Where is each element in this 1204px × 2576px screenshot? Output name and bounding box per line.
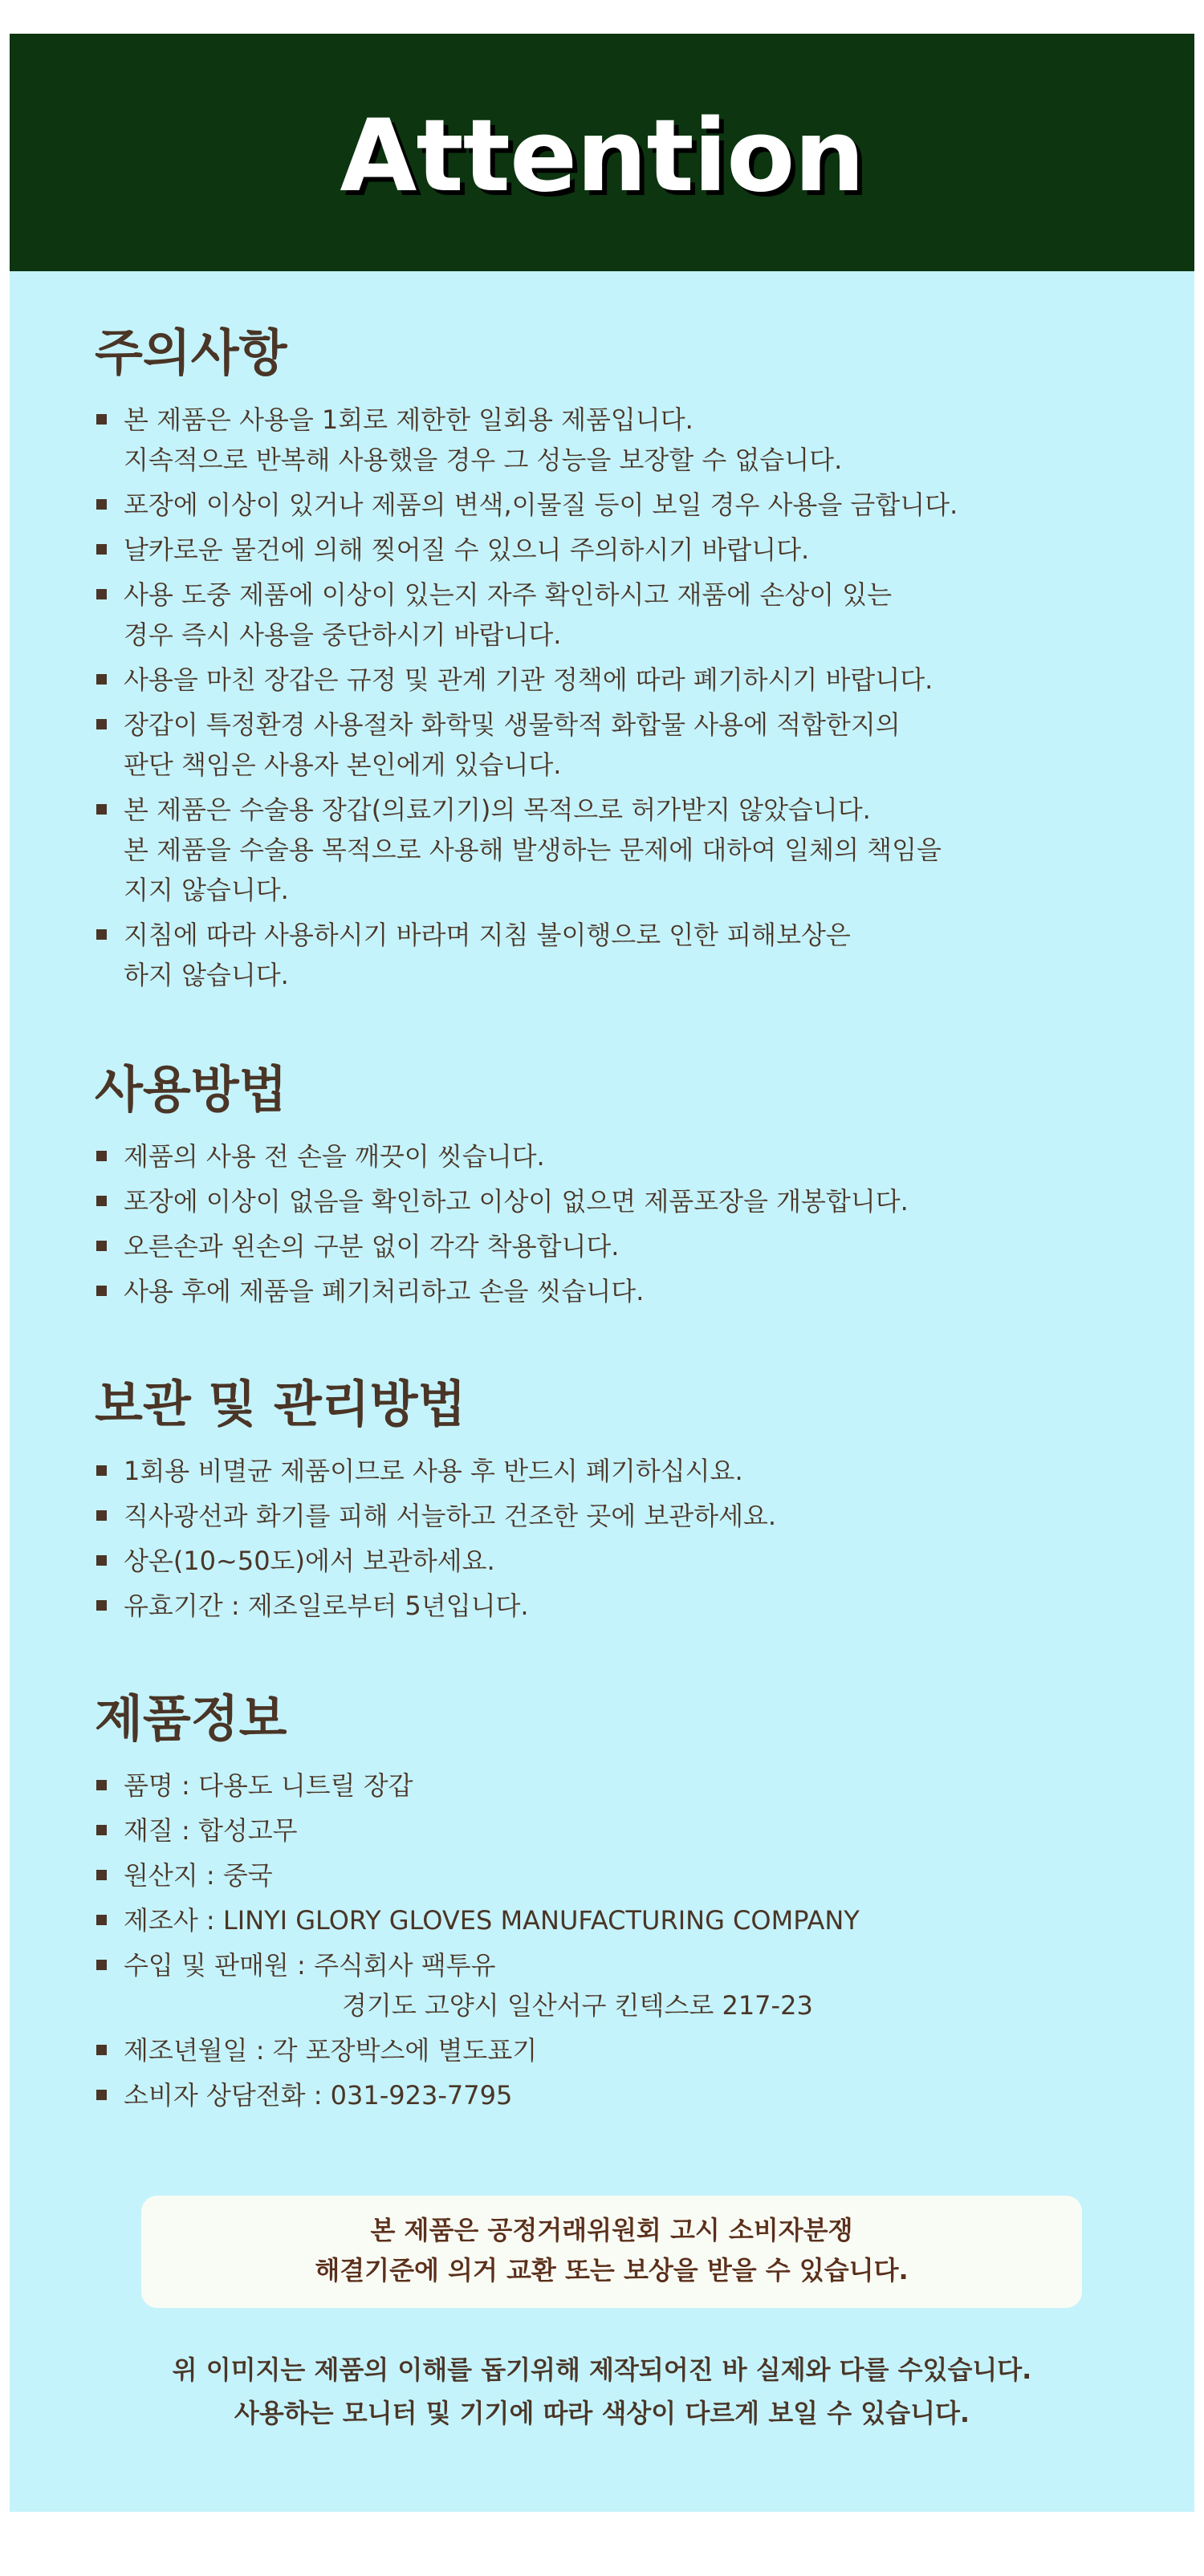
- list-item: [95, 400, 1154, 480]
- caution-list: [95, 400, 1154, 995]
- item-text: 사용 후에 제품을 폐기처리하고 손을 씻습니다.: [124, 1276, 645, 1306]
- header-banner: [10, 34, 1194, 271]
- usage-list: [95, 1136, 1154, 1311]
- importer: 수입 및 판매원 : 주식회사 팩투유: [124, 1950, 496, 1981]
- notice-line-2: 해결기준에 의거 교환 또는 보상을 받을 수 있습니다.: [315, 2255, 909, 2285]
- disclaimer-line-1: 위 이미지는 제품의 이해를 돕기위해 제작되어진 바 실제와 다를 수있습니다.: [172, 2355, 1032, 2385]
- list-item: [95, 1451, 1154, 1491]
- bullet-square-icon: [96, 1510, 107, 1521]
- notice-line-1: 본 제품은 공정거래위원회 고시 소비자분쟁: [370, 2215, 853, 2245]
- bullet-square-icon: [96, 589, 107, 599]
- product-info-list: [95, 1765, 1154, 2115]
- origin: 원산지 : 중국: [124, 1860, 273, 1891]
- item-text: 포장에 이상이 없음을 확인하고 이상이 없으면 제품포장을 개봉합니다.: [124, 1186, 909, 1217]
- usage-title: 사용방법: [95, 1060, 287, 1119]
- item-text: 사용 도중 제품에 이상이 있는지 자주 확인하시고 재품에 손상이 있는 경우 즉시 사용을 중단하시기 바랍니다.: [124, 579, 893, 650]
- item-text: 본 제품은 수술용 장갑(의료기기)의 목적으로 허가받지 않았습니다. 본 제품을 수술용 목적으로 사용해 발생하는 문제에 대하여 일체의 책임을 지지 않습니다.: [124, 794, 942, 905]
- bullet-square-icon: [96, 2090, 107, 2100]
- list-item: [95, 1271, 1154, 1311]
- disclaimer: [10, 2348, 1194, 2435]
- item-text: 날카로운 물건에 의해 찢어질 수 있으니 주의하시기 바랍니다.: [124, 534, 810, 565]
- bullet-square-icon: [96, 1151, 107, 1161]
- bullet-square-icon: [96, 929, 107, 940]
- storage-section: [95, 1372, 1154, 1631]
- product-info-section: [95, 1687, 1154, 2120]
- list-item: [95, 660, 1154, 700]
- item-text: 오른손과 왼손의 구분 없이 각각 착용합니다.: [124, 1231, 620, 1262]
- compensation-notice: [141, 2196, 1082, 2308]
- material: 재질 : 합성고무: [124, 1815, 298, 1846]
- bullet-square-icon: [96, 1825, 107, 1835]
- item-text: 상온(10~50도)에서 보관하세요.: [124, 1546, 495, 1576]
- list-item: [95, 705, 1154, 785]
- bullet-square-icon: [96, 719, 107, 729]
- caution-section: [95, 321, 1154, 1000]
- list-item: [95, 1226, 1154, 1266]
- storage-title: 보관 및 관리방법: [95, 1375, 466, 1433]
- bullet-square-icon: [96, 1241, 107, 1251]
- list-item: [95, 1586, 1154, 1626]
- manufacture-date-item: [95, 2030, 1154, 2070]
- bullet-square-icon: [96, 1915, 107, 1925]
- bullet-square-icon: [96, 1555, 107, 1566]
- importer-address: 경기도 고양시 일산서구 킨텍스로 217-23: [342, 1990, 813, 2021]
- list-item: [95, 1496, 1154, 1536]
- info-panel: [10, 34, 1194, 2512]
- product-name: 품명 : 다용도 니트릴 장갑: [124, 1770, 413, 1801]
- disclaimer-line-2: 사용하는 모니터 및 기기에 따라 색상이 다르게 보일 수 있습니다.: [234, 2398, 970, 2428]
- bullet-square-icon: [96, 674, 107, 685]
- page-title: Attention: [340, 99, 864, 214]
- importer-item: [95, 1945, 1154, 2025]
- list-item: [95, 1136, 1154, 1176]
- manufacturer-item: [95, 1900, 1154, 1940]
- item-text: 제품의 사용 전 손을 깨끗이 씻습니다.: [124, 1141, 545, 1172]
- bullet-square-icon: [96, 804, 107, 815]
- bullet-square-icon: [96, 1870, 107, 1880]
- item-text: 직사광선과 화기를 피해 서늘하고 건조한 곳에 보관하세요.: [124, 1501, 777, 1531]
- storage-list: [95, 1451, 1154, 1626]
- item-text: 지침에 따라 사용하시기 바라며 지침 불이행으로 인한 피해보상은 하지 않습니다.: [124, 920, 851, 990]
- list-item: [95, 915, 1154, 995]
- manufacture-date: 제조년월일 : 각 포장박스에 별도표기: [124, 2035, 538, 2066]
- product-name-item: [95, 1765, 1154, 1806]
- consumer-phone: 소비자 상담전화 : 031-923-7795: [124, 2080, 513, 2111]
- list-item: [95, 575, 1154, 655]
- bullet-square-icon: [96, 1780, 107, 1790]
- list-item: [95, 790, 1154, 910]
- bullet-square-icon: [96, 1196, 107, 1206]
- bullet-square-icon: [96, 2045, 107, 2055]
- manufacturer: 제조사 : LINYI GLORY GLOVES MANUFACTURING COMPANY: [124, 1905, 860, 1936]
- product-info-title: 제품정보: [95, 1689, 287, 1748]
- item-text: 유효기간 : 제조일로부터 5년입니다.: [124, 1591, 529, 1621]
- bullet-square-icon: [96, 414, 107, 425]
- item-text: 본 제품은 사용을 1회로 제한한 일회용 제품입니다. 지속적으로 반복해 사용했을 경우 그 성능을 보장할 수 없습니다.: [124, 404, 843, 475]
- origin-item: [95, 1855, 1154, 1895]
- caution-title: 주의사항: [95, 323, 287, 382]
- item-text: 포장에 이상이 있거나 제품의 변색,이물질 등이 보일 경우 사용을 금합니다.: [124, 490, 958, 520]
- list-item: [95, 1181, 1154, 1221]
- usage-section: [95, 1058, 1154, 1316]
- bullet-square-icon: [96, 544, 107, 555]
- list-item: [95, 530, 1154, 570]
- bullet-square-icon: [96, 1600, 107, 1611]
- bullet-square-icon: [96, 1465, 107, 1476]
- item-text: 사용을 마친 장갑은 규정 및 관계 기관 정책에 따라 폐기하시기 바랍니다.: [124, 664, 934, 695]
- bullet-square-icon: [96, 1960, 107, 1970]
- item-text: 1회용 비멸균 제품이므로 사용 후 반드시 폐기하십시요.: [124, 1456, 743, 1486]
- bullet-square-icon: [96, 499, 107, 510]
- item-text: 장갑이 특정환경 사용절차 화학및 생물학적 화합물 사용에 적합한지의 판단 책임은 사용자 본인에게 있습니다.: [124, 709, 901, 780]
- material-item: [95, 1810, 1154, 1851]
- phone-item: [95, 2075, 1154, 2115]
- list-item: [95, 485, 1154, 525]
- bullet-square-icon: [96, 1286, 107, 1296]
- list-item: [95, 1541, 1154, 1581]
